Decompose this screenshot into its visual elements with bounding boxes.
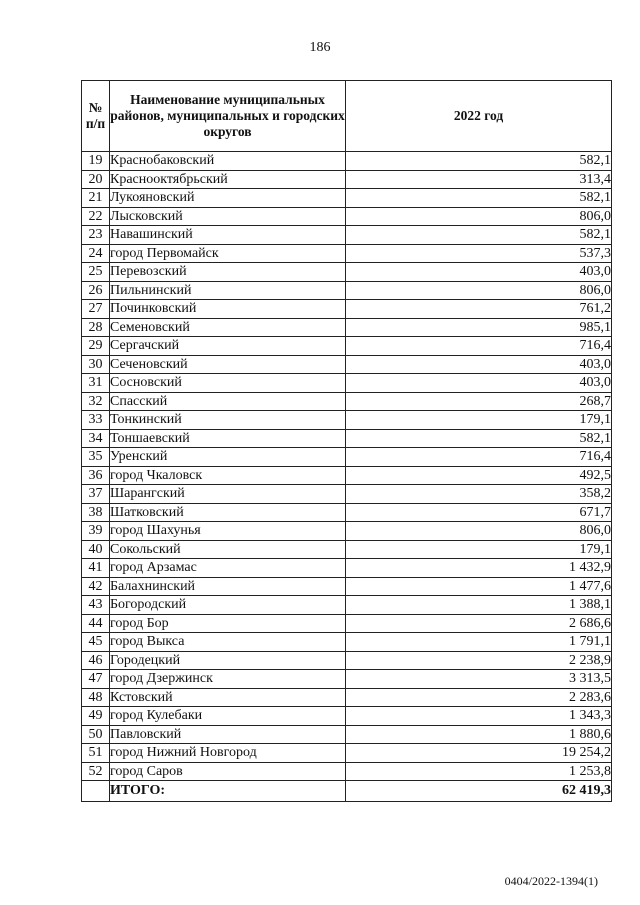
row-value: 716,4 [346, 337, 612, 356]
row-value: 1 343,3 [346, 707, 612, 726]
row-value: 19 254,2 [346, 744, 612, 763]
row-number: 25 [82, 263, 110, 282]
table-row [82, 651, 612, 670]
table-row [82, 207, 612, 226]
row-value: 313,4 [346, 170, 612, 189]
row-value: 1 791,1 [346, 633, 612, 652]
row-name: город Дзержинск [110, 670, 346, 689]
row-value: 1 477,6 [346, 577, 612, 596]
row-value: 671,7 [346, 503, 612, 522]
table-row [82, 688, 612, 707]
table-row [82, 429, 612, 448]
table-row [82, 337, 612, 356]
row-name: Сосновский [110, 374, 346, 393]
row-value: 1 432,9 [346, 559, 612, 578]
row-number: 39 [82, 522, 110, 541]
table-header [82, 81, 612, 152]
row-name: город Нижний Новгород [110, 744, 346, 763]
document-code: 0404/2022-1394(1) [504, 874, 598, 888]
row-name: Починковский [110, 300, 346, 319]
row-number: 52 [82, 762, 110, 781]
row-number: 23 [82, 226, 110, 245]
row-number: 50 [82, 725, 110, 744]
row-value: 3 313,5 [346, 670, 612, 689]
row-name: Уренский [110, 448, 346, 467]
row-value: 179,1 [346, 411, 612, 430]
total-num-cell [82, 781, 110, 802]
total-row [82, 781, 612, 802]
row-value: 582,1 [346, 226, 612, 245]
row-value: 985,1 [346, 318, 612, 337]
table-row [82, 244, 612, 263]
table-row [82, 411, 612, 430]
table-row [82, 485, 612, 504]
row-number: 37 [82, 485, 110, 504]
table-row [82, 466, 612, 485]
row-number: 35 [82, 448, 110, 467]
table-row [82, 633, 612, 652]
row-name: Лукояновский [110, 189, 346, 208]
table-row [82, 559, 612, 578]
table-row [82, 744, 612, 763]
row-number: 36 [82, 466, 110, 485]
table-row [82, 170, 612, 189]
row-name: город Кулебаки [110, 707, 346, 726]
row-value: 2 238,9 [346, 651, 612, 670]
row-name: Перевозский [110, 263, 346, 282]
total-label: ИТОГО: [110, 781, 346, 802]
row-number: 49 [82, 707, 110, 726]
table-row [82, 762, 612, 781]
row-name: Богородский [110, 596, 346, 615]
row-number: 48 [82, 688, 110, 707]
row-number: 41 [82, 559, 110, 578]
row-name: Лысковский [110, 207, 346, 226]
row-number: 46 [82, 651, 110, 670]
row-name: Балахнинский [110, 577, 346, 596]
table-row [82, 596, 612, 615]
row-number: 43 [82, 596, 110, 615]
row-value: 492,5 [346, 466, 612, 485]
table-row [82, 707, 612, 726]
row-number: 20 [82, 170, 110, 189]
row-name: Тоншаевский [110, 429, 346, 448]
row-number: 28 [82, 318, 110, 337]
table-row [82, 670, 612, 689]
table-body [82, 152, 612, 781]
row-number: 29 [82, 337, 110, 356]
row-value: 582,1 [346, 429, 612, 448]
row-number: 30 [82, 355, 110, 374]
row-number: 33 [82, 411, 110, 430]
table-row [82, 152, 612, 171]
row-value: 179,1 [346, 540, 612, 559]
row-number: 24 [82, 244, 110, 263]
row-name: город Первомайск [110, 244, 346, 263]
row-number: 26 [82, 281, 110, 300]
data-table [81, 80, 612, 802]
row-number: 51 [82, 744, 110, 763]
row-number: 47 [82, 670, 110, 689]
row-name: Сергачский [110, 337, 346, 356]
table-row [82, 318, 612, 337]
row-value: 1 880,6 [346, 725, 612, 744]
row-value: 806,0 [346, 522, 612, 541]
row-name: Спасский [110, 392, 346, 411]
header-row [82, 81, 612, 152]
table-row [82, 577, 612, 596]
page-number: 186 [309, 40, 331, 55]
row-name: Тонкинский [110, 411, 346, 430]
row-value: 582,1 [346, 152, 612, 171]
row-name: город Бор [110, 614, 346, 633]
row-name: город Чкаловск [110, 466, 346, 485]
row-value: 403,0 [346, 263, 612, 282]
row-value: 358,2 [346, 485, 612, 504]
table-row [82, 503, 612, 522]
row-name: город Арзамас [110, 559, 346, 578]
table-row [82, 226, 612, 245]
table-row [82, 392, 612, 411]
row-number: 34 [82, 429, 110, 448]
row-value: 1 388,1 [346, 596, 612, 615]
table-row [82, 540, 612, 559]
row-name: город Саров [110, 762, 346, 781]
table-row [82, 300, 612, 319]
row-number: 22 [82, 207, 110, 226]
header-value: 2022 год [346, 81, 612, 152]
row-value: 806,0 [346, 207, 612, 226]
table-row [82, 448, 612, 467]
table-row [82, 522, 612, 541]
table-row [82, 374, 612, 393]
table-row [82, 355, 612, 374]
row-number: 38 [82, 503, 110, 522]
row-name: Павловский [110, 725, 346, 744]
total-value: 62 419,3 [346, 781, 612, 802]
row-name: Пильнинский [110, 281, 346, 300]
row-name: Сокольский [110, 540, 346, 559]
row-number: 45 [82, 633, 110, 652]
table-row [82, 725, 612, 744]
row-number: 21 [82, 189, 110, 208]
row-name: город Выкса [110, 633, 346, 652]
row-value: 761,2 [346, 300, 612, 319]
row-number: 31 [82, 374, 110, 393]
row-value: 2 686,6 [346, 614, 612, 633]
table-footer [82, 781, 612, 802]
row-value: 403,0 [346, 374, 612, 393]
row-name: Навашинский [110, 226, 346, 245]
row-name: Краснобаковский [110, 152, 346, 171]
row-number: 32 [82, 392, 110, 411]
row-value: 806,0 [346, 281, 612, 300]
row-value: 1 253,8 [346, 762, 612, 781]
row-name: Шатковский [110, 503, 346, 522]
row-name: Кстовский [110, 688, 346, 707]
row-value: 268,7 [346, 392, 612, 411]
row-number: 27 [82, 300, 110, 319]
row-value: 2 283,6 [346, 688, 612, 707]
row-value: 403,0 [346, 355, 612, 374]
row-name: Краснооктябрьский [110, 170, 346, 189]
row-name: Семеновский [110, 318, 346, 337]
table-row [82, 263, 612, 282]
row-number: 42 [82, 577, 110, 596]
row-name: Шарангский [110, 485, 346, 504]
header-name: Наименование муниципальных районов, муниципальных и городских округов [110, 81, 346, 152]
row-number: 40 [82, 540, 110, 559]
row-number: 44 [82, 614, 110, 633]
row-name: город Шахунья [110, 522, 346, 541]
row-name: Городецкий [110, 651, 346, 670]
row-value: 582,1 [346, 189, 612, 208]
table-row [82, 281, 612, 300]
row-value: 537,3 [346, 244, 612, 263]
table-row [82, 189, 612, 208]
table-row [82, 614, 612, 633]
row-name: Сеченовский [110, 355, 346, 374]
row-number: 19 [82, 152, 110, 171]
header-num: № п/п [82, 81, 110, 152]
row-value: 716,4 [346, 448, 612, 467]
